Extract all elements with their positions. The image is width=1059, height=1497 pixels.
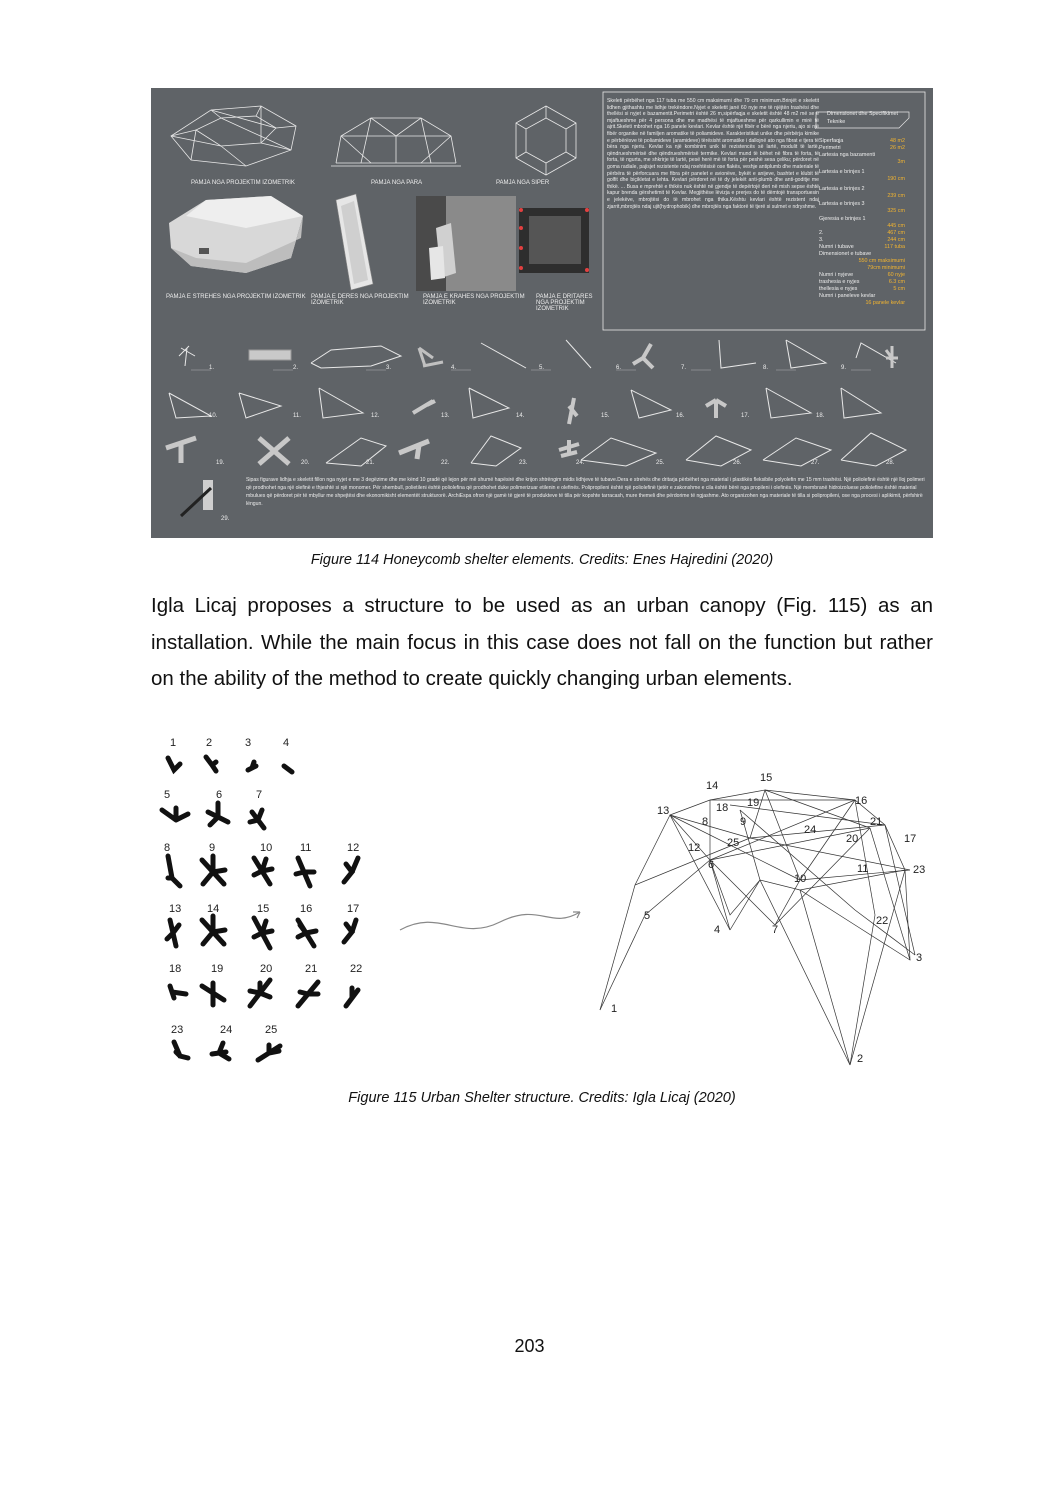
part-number: 1. xyxy=(209,365,215,371)
view-label-front: PAMJA NGA PARA xyxy=(371,180,423,186)
figure-114-caption: Figure 114 Honeycomb shelter elements. Credits: Enes Hajredini (2020) xyxy=(310,552,774,568)
joint-number: 17 xyxy=(347,903,360,915)
spec-row: Lartesia e brinjes 2 xyxy=(819,186,865,192)
spec-row: Lartesia e brinjes 3 xyxy=(819,201,865,207)
joint-number: 21 xyxy=(305,963,318,975)
structure-number: 1 xyxy=(611,1003,618,1015)
structure-number: 9 xyxy=(740,816,747,828)
part-number: 8. xyxy=(763,365,769,371)
structure-number: 17 xyxy=(904,833,917,845)
specs-title: Dimensionet dhe Specifikimet Teknike xyxy=(827,111,899,125)
spec-row: Siperfaqja 48 m2 xyxy=(819,138,905,144)
part-number: 4. xyxy=(451,365,457,371)
spec-row: Dimensionet e tubave xyxy=(819,251,872,257)
part-number: 14. xyxy=(516,413,525,419)
structure-number: 8 xyxy=(702,816,709,828)
joint-number: 15 xyxy=(257,903,270,915)
detail-label-shelter: PAMJA E STREHES NGA PROJEKTIM IZOMETRIK xyxy=(166,294,306,300)
joint-number: 3 xyxy=(245,737,252,749)
detail-label-door: PAMJA E DERES NGA PROJEKTIM IZOMETRIK xyxy=(311,294,409,306)
structure-number: 21 xyxy=(870,816,883,828)
structure-number: 5 xyxy=(644,910,651,922)
view-label-isometric: PAMJA NGA PROJEKTIM IZOMETRIK xyxy=(191,180,295,186)
structure-number: 3 xyxy=(916,952,923,964)
row-1 xyxy=(179,340,898,368)
spec-row: Numri i nyjeve 60 nyje xyxy=(819,272,905,278)
structure-number: 20 xyxy=(846,833,859,845)
part-number: 29. xyxy=(221,516,230,522)
structure-number: 16 xyxy=(855,795,868,807)
joint-number: 25 xyxy=(265,1024,278,1036)
joint-number: 10 xyxy=(260,842,273,854)
row-2 xyxy=(169,388,881,424)
spec-row: Numri i paneleve kevlar xyxy=(819,293,876,299)
part-number: 18. xyxy=(816,413,825,419)
structure-number: 24 xyxy=(804,824,817,836)
structure-number: 23 xyxy=(913,864,926,876)
view-label-top: PAMJA NGA SIPER xyxy=(496,180,550,186)
joint-number: 13 xyxy=(169,903,182,915)
top-view-drawing xyxy=(516,106,576,175)
joint-number: 7 xyxy=(256,789,263,801)
spec-row: 3. 244 cm xyxy=(819,237,905,243)
spec-row: thellesia e nyjes 5 cm xyxy=(819,286,905,292)
structure-number: 12 xyxy=(688,842,701,854)
joint-number: 1 xyxy=(170,737,177,749)
structure-number: 13 xyxy=(657,805,670,817)
joint-number: 4 xyxy=(283,737,290,749)
joint-number: 5 xyxy=(164,789,171,801)
detail-label-window: PAMJA E DRITARES NGA PROJEKTIM IZOMETRIK xyxy=(536,294,593,312)
poster-description: Skeleti përbëhet nga 117 tuba me 550 cm maksimumi dhe 79 cm minimum.Brinjët e skeletit lidhen gjithashtu me lidhje trekëndore.Nyjet e skeletit janë 60 nyje me të njëjtën trashësi dhe thellësi si nyjet e bazamentit.Perimetri është 26 m,sipërfaqja e skeletit është 48 m2 më se e mjaftueshme për 4 persona dhe me madhësi të mjaftueshme për qarkullimin e mirë të ajrit.Skeleti mbrohet nga 16 panele kevlari. Kevlar është një fibër e bërë nga njeriu, ajo si një fibër organike në familjen aromatike të poliamideve. Karakteristikat unike dhe përbërja kimike e përbërësve të poliamideve (aramideve) tërësisht aromatike i dallojnë ato nga fibrat e tjera të bëra nga njeriu. Kevlar ka një kombinim unik të rezistencës së lartë, modulit të lartë, qëndrueshmërisë dhe qëndrueshmërisë termike. Kevlari mund të bëhet në fibra të forta, të forta, të ngurta, me shkrirje të lartë, pesë herë më të forta për peshë sesa çeliku; përdoret në goma radiale, pajisjet rezistente ndaj nxehtësisë ose flakës, veshje antiplumb dhe materiale të përbëra të përforcuara me fibra për panelet e avionëve, bykët e anijeve, bashtet e klubit të golfit dhe biçikletat e lehta. Kevlari përdoret në të dy jelekët anti-plumb dhe anti-goditje me thikë. ... Busa e mprehtë e thikës nuk është në gjendje të depërtojë deri në mish sepse është kapur brenda gërshetimit të Kevlar. Megjithëse lëvizja e prerjes do të dëmtojë transportuesin e jelekëve, mbrojtësi do të mbrohet nga thika.Kështu kevlari është rezistent ndaj zjarrit,mbrojtës ndaj ujit(hydrophobik) dhe mbrojtës nga faktorë të tjerë si sulmet e ndryshme. xyxy=(607,98,819,210)
part-number: 22. xyxy=(441,460,450,466)
joint-number: 22 xyxy=(350,963,363,975)
technical-specs: Dimensionet dhe Specifikimet Teknike Siperfaqja 48 m2 Perimetri 26 m2 Lartesia nga bazamenti 3m Lartesia e brinjes 1 190 cm Lartesia e brinjes 2 239 cm Lartesia e brinjes 3 325 cm Gjeresia e brinjes 1 445 cm 2. 467 cm 3. 244 cm Numri i tubave 117 tuba Dimensionet e tubave 550 cm maksimumi 79cm minimumi Numri i nyjeve 60 nyje trashesia e nyjes 6.3 cm thellesia e nyjes 5 cm Numri i paneleve kevlar 16 panele kevlar xyxy=(819,111,905,306)
figure-114-poster xyxy=(151,88,933,538)
joint-number: 20 xyxy=(260,963,273,975)
front-view-drawing xyxy=(331,118,461,166)
structure-number: 18 xyxy=(716,802,729,814)
spec-row: Gjeresia e brinjes 1 xyxy=(819,216,866,222)
detail-label-side: PAMJA E KRAHES NGA PROJEKTIM IZOMETRIK xyxy=(423,294,525,306)
spec-row: Lartesia e brinjes 1 xyxy=(819,169,865,175)
structure-number: 15 xyxy=(760,772,773,784)
part-number: 12. xyxy=(371,413,380,419)
poster-bottom-text: Sipas figurave lidhja e skeletit fillon nga nyjet e me 3 degëzime dhe me kënd 10 gradë që lejon për më shumë hapësirë dhe krijon shtrëngim midis lidhjeve të tubave.Dera e strehës dhe dritarja përbëhet nga material i plastikës fleksibile polyolefin me 15 mm trashësi. Një poliolefinë është një lloj polimeri që prodhohet nga një olefinë e thjeshtë si një monomer. Për shembull, polietileni është poliolefina që prodhohet duke polimerizuar etilenin e olefinës. Polipropileni është një poliolefinë tjetër e zakonshme e cila është bërë nga propileni i olefinës. Një membranë hidroizoluese poliolefine është material mbulues që përdoret për të mbyllur me shpejtësi dhe ekonomikisht elementët strukturorë. ArchiEspa ofron një gamë të gjerë të produkteve të tilla për kopshte tarracash, mure themeli dhe përdorime të ngjashme. Ato organizohen nga materiale të tilla si polipropileni, ose nga procesi i aplikimit, përfshirë lëngun. xyxy=(246,477,925,507)
structure-number: 6 xyxy=(708,859,715,871)
part-number: 21. xyxy=(366,460,375,466)
structure-number: 11 xyxy=(857,863,869,875)
part-number: 24. xyxy=(576,460,585,466)
row-3 xyxy=(166,433,906,466)
transform-arrow xyxy=(400,912,580,930)
part-number: 20. xyxy=(301,460,310,466)
spec-row: Lartesia nga bazamenti xyxy=(819,152,876,158)
structure-number: 25 xyxy=(727,837,740,849)
joint-number: 9 xyxy=(209,842,216,854)
spec-row: Numri i tubave 117 tuba xyxy=(819,244,905,250)
part-number: 17. xyxy=(741,413,750,419)
part-number: 26. xyxy=(733,460,742,466)
structure-number: 4 xyxy=(714,924,721,936)
part-number: 7. xyxy=(681,365,687,371)
part-number: 19. xyxy=(216,460,225,466)
window-render xyxy=(519,208,589,273)
joint-number: 11 xyxy=(300,842,312,854)
part-number: 23. xyxy=(519,460,528,466)
structure-number: 22 xyxy=(876,915,889,927)
isometric-wireframe-drawing xyxy=(171,106,296,166)
bottom-left-joint xyxy=(181,480,213,516)
part-number: 5. xyxy=(539,365,545,371)
structure-number: 7 xyxy=(772,924,779,936)
joint-number: 12 xyxy=(347,842,360,854)
shelter-render xyxy=(169,196,303,273)
page-number: 203 xyxy=(514,1336,545,1356)
structure-number: 10 xyxy=(794,873,807,885)
structure-number: 2 xyxy=(857,1053,864,1065)
joint-number: 14 xyxy=(207,903,220,915)
part-number: 6. xyxy=(616,365,622,371)
joint-number: 2 xyxy=(206,737,213,749)
joint-number: 16 xyxy=(300,903,313,915)
part-number: 15. xyxy=(601,413,610,419)
figure-115-caption: Figure 115 Urban Shelter structure. Credits: Igla Licaj (2020) xyxy=(348,1090,736,1106)
structure-number: 19 xyxy=(747,797,760,809)
part-number: 9. xyxy=(841,365,847,371)
joint-number: 6 xyxy=(216,789,223,801)
body-paragraph: Igla Licaj proposes a structure to be used as an urban canopy (Fig. 115) as an installation. While the main focus in this case does not fall on the function but rather on the ability of the method to create quickly changing urban elements. xyxy=(151,594,933,690)
parts-rows xyxy=(166,340,906,466)
part-number: 11. xyxy=(293,413,301,419)
spec-row: 2. 467 cm xyxy=(819,230,905,236)
part-number: 10. xyxy=(209,413,218,419)
structure-number: 14 xyxy=(706,780,719,792)
joint-number: 18 xyxy=(169,963,182,975)
joint-number: 23 xyxy=(171,1024,184,1036)
part-number: 28. xyxy=(886,460,895,466)
part-number: 3. xyxy=(386,365,392,371)
door-render xyxy=(336,194,373,290)
figure-115 xyxy=(150,730,940,1075)
part-number: 2. xyxy=(293,365,299,371)
part-number: 16. xyxy=(676,413,685,419)
spec-row: Perimetri 26 m2 xyxy=(819,145,905,151)
joint-number: 8 xyxy=(164,842,171,854)
part-number: 27. xyxy=(811,460,820,466)
part-number: 13. xyxy=(441,413,450,419)
joint-number: 19 xyxy=(211,963,224,975)
joint-number: 24 xyxy=(220,1024,233,1036)
urban-shelter-structure xyxy=(600,790,915,1065)
part-number: 25. xyxy=(656,460,665,466)
joint-detail-render xyxy=(416,196,516,291)
spec-row: trashesia e nyjes 6.3 cm xyxy=(819,279,905,285)
